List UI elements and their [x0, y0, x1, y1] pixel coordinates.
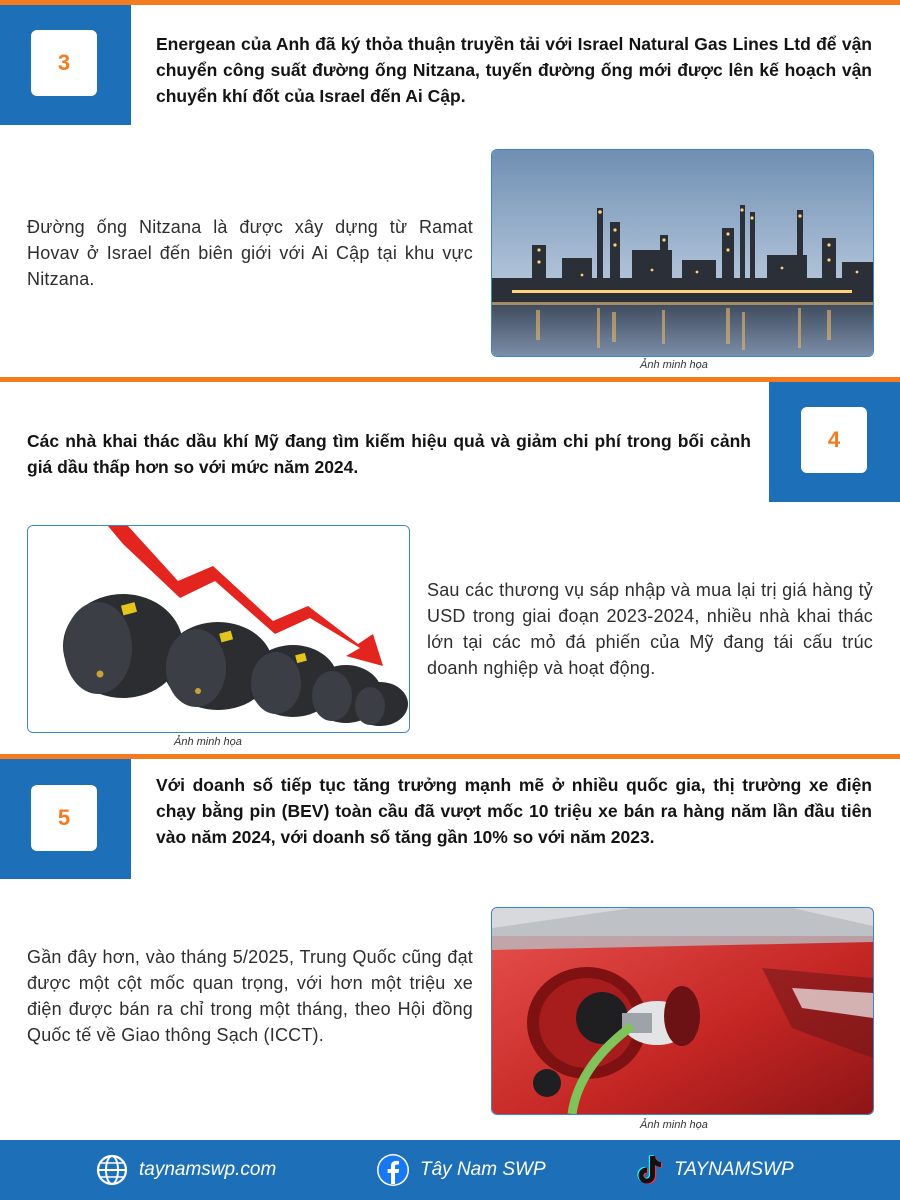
footer-tiktok[interactable]	[632, 1154, 794, 1186]
section-4-heading: Các nhà khai thác dầu khí Mỹ đang tìm kiếm hiệu quả và giảm chi phí trong bối cảnh giá dầu thấp hơn so với mức năm 2024.	[27, 431, 751, 477]
facebook-icon	[376, 1153, 410, 1187]
globe-icon	[95, 1153, 129, 1187]
footer-website[interactable]	[95, 1154, 276, 1186]
section-5-heading: Với doanh số tiếp tục tăng trưởng mạnh mẽ ở nhiều quốc gia, thị trường xe điện chạy bằng pin (BEV) toàn cầu đã vượt mốc 10 triệu xe bán ra hàng năm lần đầu tiên vào năm 2024, với doanh số tăng gần 10% so với năm 2023.	[156, 775, 872, 847]
section-3-heading: Energean của Anh đã ký thỏa thuận truyền tải với Israel Natural Gas Lines Ltd để vận chuyển công suất đường ống Nitzana, tuyến đường ống mới được lên kế hoạch vận chuyển khí đốt của Israel đến Ai Cập.	[156, 34, 872, 106]
footer-facebook[interactable]	[376, 1154, 546, 1186]
refinery-image	[491, 149, 874, 357]
ev-charging-image	[491, 907, 874, 1115]
section-5-number-badge: 5	[31, 785, 97, 851]
section-4-body: Sau các thương vụ sáp nhập và mua lại trị giá hàng tỷ USD trong giai đoạn 2023-2024, nhiều nhà khai thác lớn tại các mỏ đá phiến của Mỹ đang tái cấu trúc doanh nghiệp và hoạt động.	[427, 580, 873, 678]
oil-barrels-image	[27, 525, 410, 733]
section-4-number-badge: 4	[801, 407, 867, 473]
section-3-number-badge: 3	[31, 30, 97, 96]
footer-bar	[0, 1140, 900, 1200]
footer-tiktok-text: TAYNAMSWP	[674, 1159, 794, 1180]
section-divider	[0, 377, 900, 382]
section-5-image-caption: Ảnh minh họa	[640, 1119, 708, 1131]
section-4-image-caption: Ảnh minh họa	[174, 736, 242, 748]
section-divider	[0, 0, 900, 5]
footer-facebook-text: Tây Nam SWP	[420, 1159, 546, 1180]
footer-website-text: taynamswp.com	[139, 1159, 277, 1180]
section-divider	[0, 754, 900, 759]
tiktok-icon	[632, 1153, 664, 1187]
section-5-body: Gần đây hơn, vào tháng 5/2025, Trung Quốc cũng đạt được một cột mốc quan trọng, với hơn một triệu xe điện được bán ra chỉ trong một tháng, theo Hội đồng Quốc tế về Giao thông Sạch (ICCT).	[27, 947, 473, 1045]
section-3-body: Đường ống Nitzana là được xây dựng từ Ramat Hovav ở Israel đến biên giới với Ai Cập tại khu vực Nitzana.	[27, 217, 473, 289]
section-3-image-caption: Ảnh minh họa	[640, 359, 708, 371]
